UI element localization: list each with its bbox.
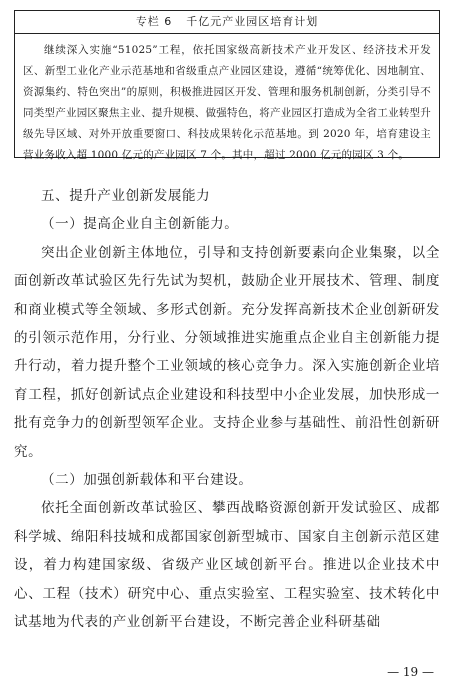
main-content xyxy=(14,182,440,637)
sidebar-box-title-text: 千亿元产业园区培育计划 xyxy=(186,15,319,28)
sidebar-box-paragraph: 继续深入实施“51025”工程，依托国家级高新技术产业开发区、经济技术开发区、新型工业化产业示范基地和省级重点产业园区建设，遵循“统筹优化、因地制宜、资源集约、特色突出”的原则，积极推进园区开发、管理和服务机制创新，分类引导不同类型产业园区聚焦主业、提升规模、做强特色，将产业园区打造成为全省工业转型升级先导区域、对外开放重要窗口、科技成果转化示范基地。到 2020 年，培育建设主营业务收入超 1000 亿元的产业园区 7 个。其中，超过 2000 亿元的园区 3 个。 xyxy=(23,44,431,161)
sidebar-box-title xyxy=(15,11,439,34)
subsection-2-heading: （二）加强创新载体和平台建设。 xyxy=(41,472,253,489)
subsection-1-heading: （一）提高企业自主创新能力。 xyxy=(41,216,239,233)
subsection-1-paragraph: 突出企业创新主体地位，引导和支持创新要素向企业集聚，以全面创新改革试验区先行先试为契机，鼓励企业开展技术、管理、制度和商业模式等全领域、多形式创新。充分发挥高新技术企业创新研发的引领示范作用，分行业、分领域推进实施重点企业自主创新能力提升行动，着力提升整个工业领域的核心竞争力。深入实施创新企业培育工程，抓好创新试点企业建设和科技型中小企业发展，加快形成一批有竞争力的创新型领军企业。支持企业参与基础性、前沿性创新研究。 xyxy=(14,244,440,460)
subsection-2-paragraph: 依托全面创新改革试验区、攀西战略资源创新开发试验区、成都科学城、绵阳科技城和成都国家创新型城市、国家自主创新示范区建设，着力构建国家级、省级产业区域创新平台。推进以企业技术中心、工程（技术）研究中心、重点实验室、工程实验室、技术转化中试基地为代表的产业创新平台建设，不断完善企业科研基础 xyxy=(14,500,440,631)
sidebar-box-body xyxy=(15,34,439,166)
section-heading: 五、提升产业创新发展能力 xyxy=(41,188,211,204)
sidebar-box-number: 专栏 6 xyxy=(135,15,173,28)
sidebar-box xyxy=(14,10,440,161)
page-number: — 19 — xyxy=(387,665,434,679)
